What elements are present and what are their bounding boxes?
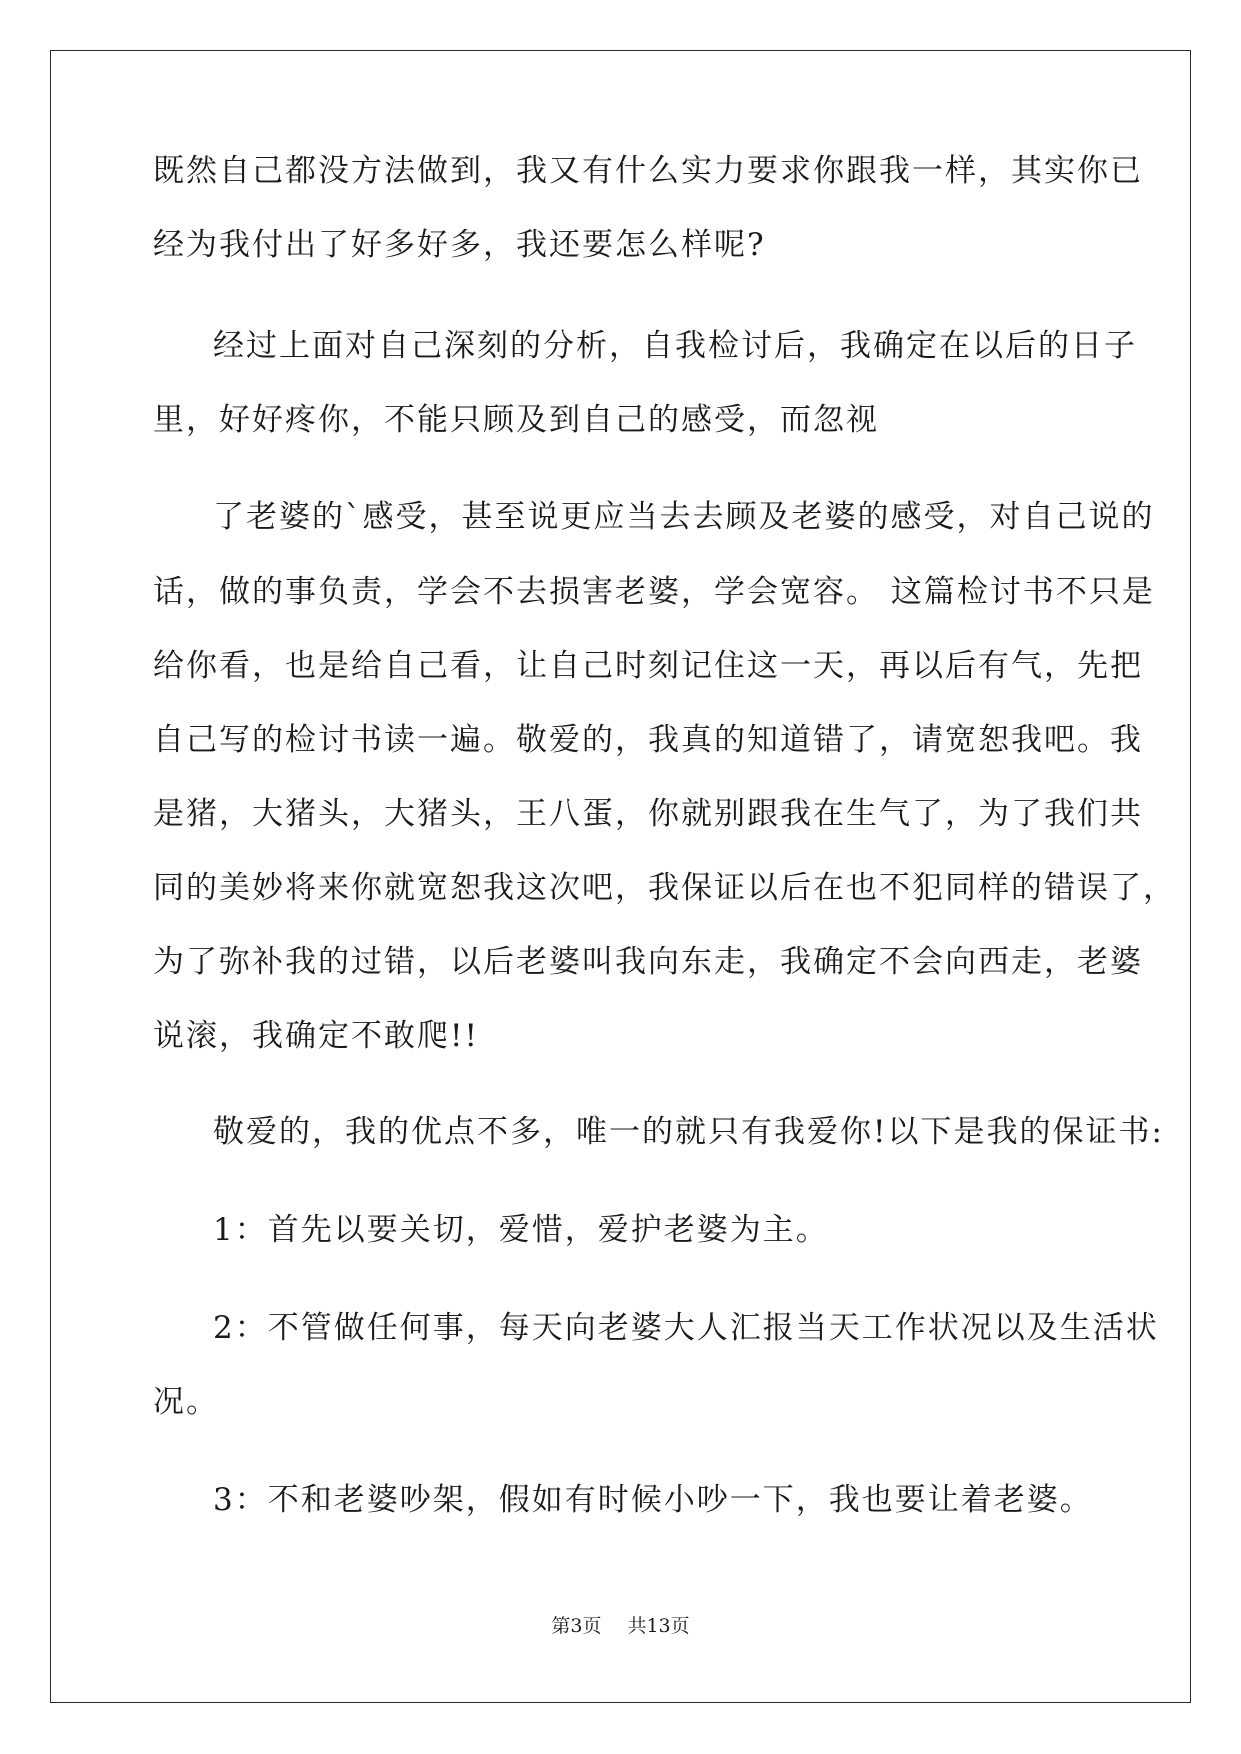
text-line: 况。	[153, 1384, 219, 1420]
text-line: 说滚，我确定不敢爬!!	[153, 1018, 479, 1054]
text-line: 话，做的事负责，学会不去损害老婆，学会宽容。 这篇检讨书不只是	[153, 574, 1155, 610]
list-item-1: 1：首先以要关切，爱惜，爱护老婆为主。	[213, 1212, 829, 1248]
list-item-2: 2：不管做任何事，每天向老婆大人汇报当天工作状况以及生活状	[213, 1310, 1159, 1346]
text-line: 里，好好疼你，不能只顾及到自己的感受，而忽视	[153, 402, 879, 438]
paragraph-start-line: 经过上面对自己深刻的分析，自我检讨后，我确定在以后的日子	[213, 328, 1137, 364]
page-number: 第3页	[551, 1615, 602, 1637]
page-total: 共13页	[627, 1615, 690, 1637]
page-footer	[0, 1614, 1241, 1638]
text-line: 既然自己都没方法做到，我又有什么实力要求你跟我一样，其实你已	[153, 153, 1143, 189]
text-line: 同的美妙将来你就宽恕我这次吧，我保证以后在也不犯同样的错误了，	[153, 870, 1176, 906]
text-line: 是猪，大猪头，大猪头，王八蛋，你就别跟我在生气了，为了我们共	[153, 796, 1143, 832]
text-line: 经为我付出了好多好多，我还要怎么样呢?	[153, 227, 766, 263]
paragraph-start-line: 了老婆的`感受，甚至说更应当去去顾及老婆的感受，对自己说的	[213, 499, 1155, 535]
text-line: 自己写的检讨书读一遍。敬爱的，我真的知道错了，请宽恕我吧。我	[153, 722, 1143, 758]
text-line: 给你看，也是给自己看，让自己时刻记住这一天，再以后有气，先把	[153, 648, 1143, 684]
list-item-3: 3：不和老婆吵架，假如有时候小吵一下，我也要让着老婆。	[213, 1482, 1093, 1518]
text-line: 为了弥补我的过错，以后老婆叫我向东走，我确定不会向西走，老婆	[153, 944, 1143, 980]
paragraph-start-line: 敬爱的，我的优点不多，唯一的就只有我爱你!以下是我的保证书:	[213, 1114, 1164, 1150]
